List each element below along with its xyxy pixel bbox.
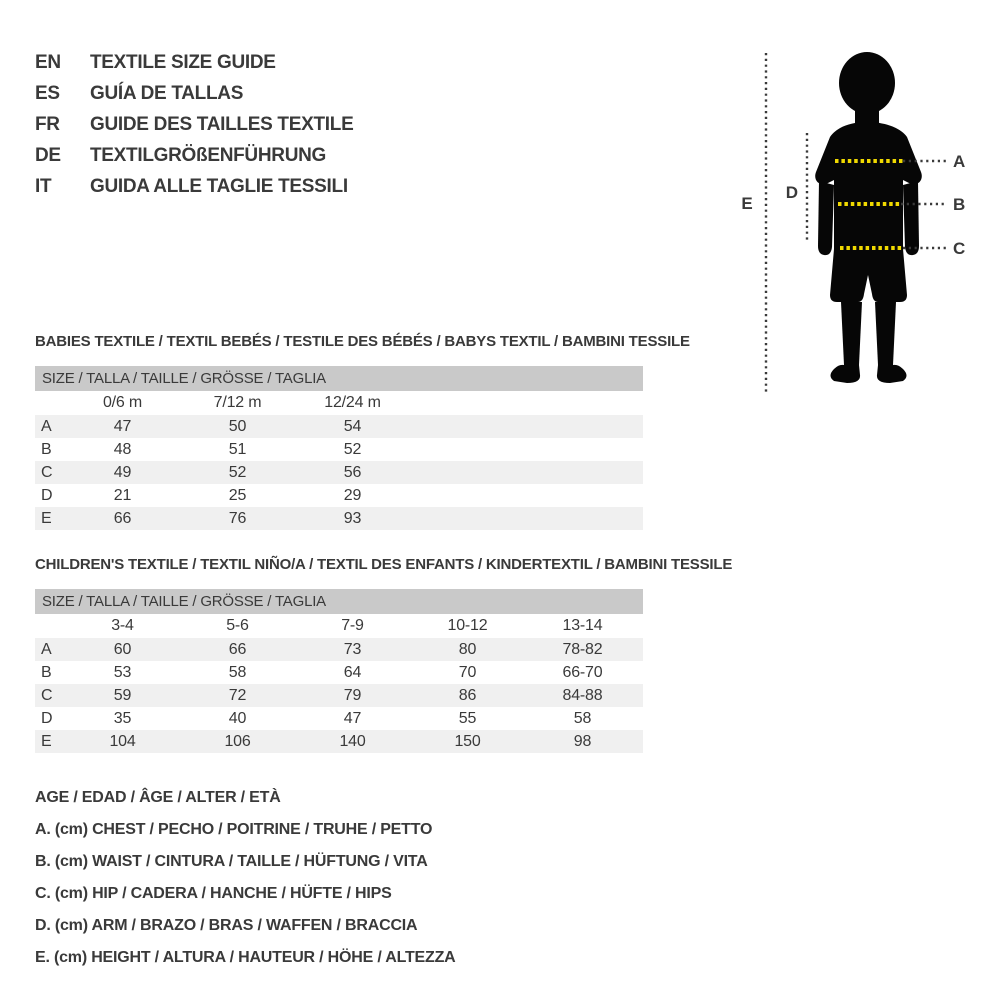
size-cell: 66 [228, 640, 247, 658]
language-row [35, 109, 353, 140]
language-row [35, 47, 353, 78]
language-row [35, 78, 353, 109]
column-header: 10-12 [447, 617, 488, 634]
size-cell: 106 [224, 732, 251, 750]
size-cell: 21 [113, 486, 132, 504]
size-cell: 53 [113, 663, 132, 681]
language-code: EN [35, 51, 61, 73]
size-cell: 52 [228, 463, 247, 481]
size-cell: 56 [343, 463, 362, 481]
size-cell: 73 [343, 640, 362, 658]
size-cell: 150 [454, 732, 481, 750]
size-cell: 72 [228, 686, 247, 704]
babies-column-header-row [35, 391, 643, 415]
size-cell: 52 [343, 440, 362, 458]
hip-label: C [953, 239, 966, 258]
waist-label: B [953, 195, 966, 214]
table-row [35, 507, 643, 530]
size-cell: 47 [113, 417, 132, 435]
table-row [35, 684, 643, 707]
language-code: FR [35, 113, 60, 135]
size-cell: 48 [113, 440, 132, 458]
column-header: 7-9 [341, 617, 364, 634]
guide-title-es: GUÍA DE TALLAS [90, 82, 244, 104]
guide-title-fr: GUIDE DES TAILLES TEXTILE [90, 113, 354, 135]
height-label: E [741, 194, 753, 213]
guide-title-de: TEXTILGRÖßENFÜHRUNG [90, 144, 327, 166]
size-cell: 25 [228, 486, 247, 504]
size-cell: 54 [343, 417, 362, 435]
size-cell: 84-88 [562, 686, 603, 704]
measurement-legend [35, 782, 456, 974]
arm-label: D [785, 183, 798, 202]
table-row [35, 438, 643, 461]
language-row [35, 171, 353, 202]
guide-title-en: TEXTILE SIZE GUIDE [90, 51, 276, 73]
language-header [35, 47, 353, 202]
children-column-header-row [35, 614, 643, 638]
row-label: D [41, 709, 53, 727]
table-row [35, 461, 643, 484]
column-header: 0/6 m [102, 394, 143, 411]
babies-size-table [35, 366, 643, 530]
child-silhouette-icon [815, 52, 922, 383]
column-header: 5-6 [226, 617, 249, 634]
size-cell: 104 [109, 732, 136, 750]
legend-arm: D. (cm) ARM / BRAZO / BRAS / WAFFEN / BRACCIA [35, 917, 418, 934]
size-cell: 55 [458, 709, 477, 727]
size-cell: 58 [228, 663, 247, 681]
table-row [35, 638, 643, 661]
babies-section-title: BABIES TEXTILE / TEXTIL BEBÉS / TESTILE DES BÉBÉS / BABYS TEXTIL / BAMBINI TESSILE [35, 333, 690, 350]
row-label: D [41, 486, 53, 504]
size-cell: 49 [113, 463, 132, 481]
size-cell: 66-70 [562, 663, 603, 681]
row-label: C [41, 686, 53, 704]
row-label: E [41, 509, 52, 527]
table-row [35, 661, 643, 684]
legend-height: E. (cm) HEIGHT / ALTURA / HAUTEUR / HÖHE / ALTEZZA [35, 949, 456, 966]
size-cell: 47 [343, 709, 362, 727]
row-label: B [41, 440, 52, 458]
size-cell: 66 [113, 509, 132, 527]
legend-chest: A. (cm) CHEST / PECHO / POITRINE / TRUHE / PETTO [35, 821, 433, 838]
legend-hip: C. (cm) HIP / CADERA / HANCHE / HÜFTE / HIPS [35, 885, 392, 902]
language-code: DE [35, 144, 61, 166]
size-cell: 140 [339, 732, 366, 750]
size-cell: 60 [113, 640, 132, 658]
row-label: C [41, 463, 53, 481]
size-cell: 35 [113, 709, 132, 727]
size-cell: 58 [573, 709, 592, 727]
legend-waist: B. (cm) WAIST / CINTURA / TAILLE / HÜFTUNG / VITA [35, 853, 428, 870]
size-cell: 93 [343, 509, 362, 527]
children-table-header-bar: SIZE / TALLA / TAILLE / GRÖSSE / TAGLIA [35, 589, 643, 614]
babies-table-header-bar: SIZE / TALLA / TAILLE / GRÖSSE / TAGLIA [35, 366, 643, 391]
row-label: A [41, 417, 52, 435]
size-cell: 80 [458, 640, 477, 658]
column-header: 13-14 [562, 617, 603, 634]
column-header: 7/12 m [213, 394, 262, 411]
language-code: ES [35, 82, 60, 104]
size-cell: 59 [113, 686, 132, 704]
size-cell: 51 [228, 440, 247, 458]
language-code: IT [35, 175, 52, 197]
guide-title-it: GUIDA ALLE TAGLIE TESSILI [90, 175, 348, 197]
table-row [35, 707, 643, 730]
table-row [35, 730, 643, 753]
column-header: 3-4 [111, 617, 134, 634]
chest-label: A [953, 152, 966, 171]
size-cell: 78-82 [562, 640, 603, 658]
children-section-title: CHILDREN'S TEXTILE / TEXTIL NIÑO/A / TEXTIL DES ENFANTS / KINDERTEXTIL / BAMBINI TESSILE [35, 556, 733, 573]
table-row [35, 415, 643, 438]
size-cell: 76 [228, 509, 247, 527]
row-label: A [41, 640, 52, 658]
row-label: E [41, 732, 52, 750]
size-cell: 86 [458, 686, 477, 704]
children-size-table [35, 589, 643, 753]
table-row [35, 484, 643, 507]
row-label: B [41, 663, 52, 681]
legend-age: AGE / EDAD / ÂGE / ALTER / ETÀ [35, 789, 281, 806]
measurement-figure [735, 45, 990, 395]
size-cell: 40 [228, 709, 247, 727]
size-cell: 70 [458, 663, 477, 681]
size-cell: 50 [228, 417, 247, 435]
column-header: 12/24 m [324, 394, 381, 411]
language-row [35, 140, 353, 171]
size-cell: 64 [343, 663, 362, 681]
size-cell: 98 [573, 732, 592, 750]
size-cell: 29 [343, 486, 362, 504]
size-cell: 79 [343, 686, 362, 704]
